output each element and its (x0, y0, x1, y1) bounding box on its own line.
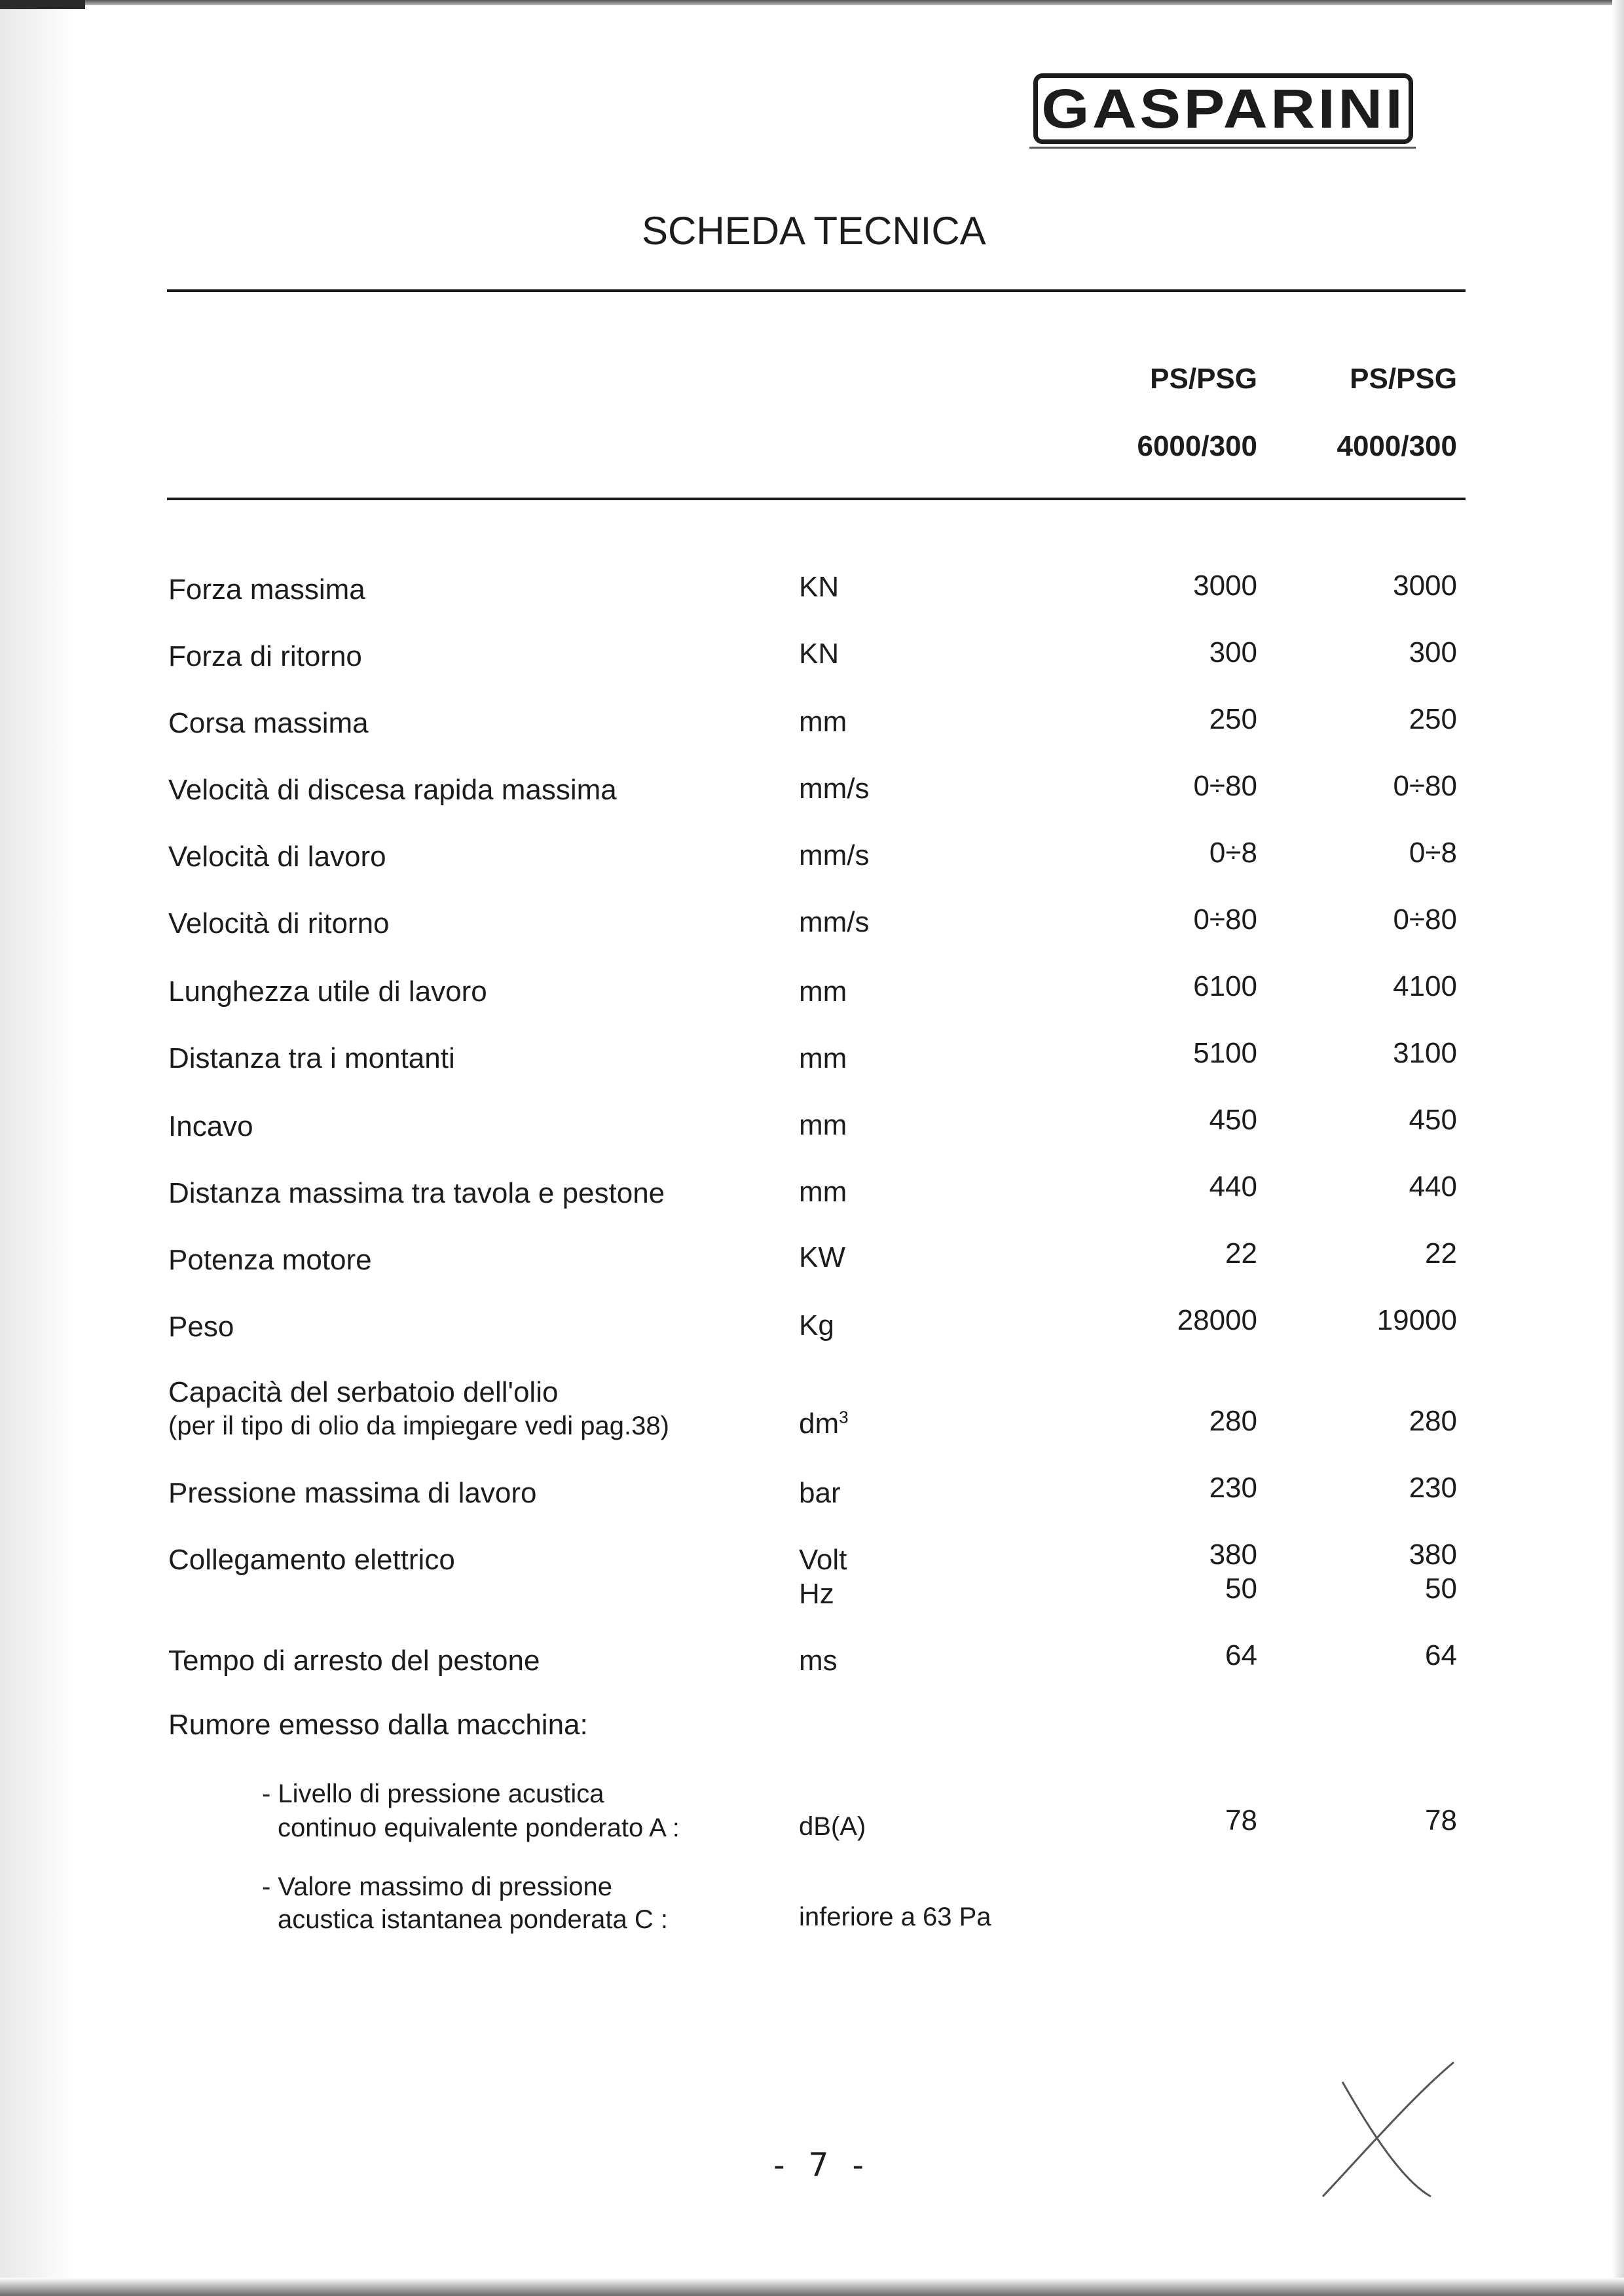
pressure-value-model-2: 230 (1409, 1472, 1457, 1504)
spec-label: Lunghezza utile di lavoro (168, 975, 487, 1008)
spec-value-model-1: 0÷80 (1193, 903, 1257, 936)
column-header-model-1-line2: 6000/300 (1137, 430, 1257, 462)
spec-value-model-1: 440 (1209, 1171, 1257, 1203)
scan-edge-bottom (0, 2278, 1624, 2296)
stop-time-unit: ms (799, 1645, 838, 1677)
column-header-model-1-line1: PS/PSG (1150, 363, 1257, 395)
spec-label: Incavo (168, 1110, 253, 1142)
spec-label: Distanza massima tra tavola e pestone (168, 1177, 665, 1209)
noise-item-2-line-2: acustica istantanea ponderata C : (278, 1905, 668, 1934)
title-divider (167, 289, 1466, 292)
spec-label: Forza massima (168, 574, 365, 606)
spec-value-model-1: 22 (1225, 1237, 1257, 1269)
spec-value-model-2: 300 (1409, 636, 1457, 668)
oil-capacity-value-model-1: 280 (1209, 1405, 1257, 1437)
stop-time-value-model-2: 64 (1425, 1639, 1457, 1671)
scan-edge-top (0, 0, 1624, 5)
electric-unit-volt: Volt (799, 1544, 847, 1576)
column-header-model-2-line2: 4000/300 (1337, 430, 1457, 462)
stop-time-value-model-1: 64 (1225, 1639, 1257, 1671)
spec-value-model-1: 6100 (1193, 970, 1257, 1002)
logo-underline (1029, 147, 1416, 149)
spec-value-model-2: 250 (1409, 703, 1457, 735)
page-number: - 7 - (769, 2146, 868, 2184)
oil-capacity-unit: $dm^3$ (799, 1407, 849, 1440)
spec-unit: mm (799, 706, 847, 738)
spec-value-model-2: 22 (1425, 1237, 1457, 1269)
spec-value-model-1: 450 (1209, 1104, 1257, 1136)
spec-value-model-2: 3100 (1393, 1037, 1457, 1069)
spec-value-model-2: 3000 (1393, 570, 1457, 602)
noise-item-1-value-model-1: 78 (1225, 1804, 1257, 1836)
spec-unit: KN (799, 638, 840, 670)
spec-value-model-2: 19000 (1376, 1304, 1457, 1336)
logo-text: GASPARINI (1041, 77, 1406, 139)
spec-label: Corsa massima (168, 707, 369, 739)
gasparini-logo (1033, 73, 1413, 144)
spec-unit: mm (799, 1042, 847, 1074)
spec-label: Potenza motore (168, 1244, 372, 1276)
stop-time-label: Tempo di arresto del pestone (168, 1645, 540, 1677)
spec-unit: KN (799, 571, 840, 603)
oil-capacity-label: Capacità del serbatoio dell'olio (168, 1376, 559, 1408)
noise-item-1-line-2: continuo equivalente ponderato A : (278, 1813, 680, 1842)
electric-hz-model-2: 50 (1425, 1573, 1457, 1605)
handwritten-x-mark (1310, 2049, 1467, 2206)
electric-unit-hz: Hz (799, 1578, 834, 1610)
noise-item-1-unit: dB(A) (799, 1812, 866, 1841)
noise-label: Rumore emesso dalla macchina: (168, 1709, 588, 1741)
pressure-value-model-1: 230 (1209, 1472, 1257, 1504)
spec-value-model-1: 3000 (1193, 570, 1257, 602)
spec-label: Peso (168, 1311, 234, 1343)
spec-unit: mm/s (799, 906, 870, 938)
spec-value-model-1: 28000 (1177, 1304, 1257, 1336)
spec-value-model-1: 250 (1209, 703, 1257, 735)
pressure-unit: bar (799, 1477, 841, 1509)
noise-item-1-line-1: - Livello di pressione acustica (262, 1779, 604, 1808)
column-header-model-2-line1: PS/PSG (1350, 363, 1457, 395)
electric-volt-model-1: 380 (1209, 1539, 1257, 1571)
electric-volt-model-2: 380 (1409, 1539, 1457, 1571)
spec-unit: Kg (799, 1309, 834, 1341)
spec-value-model-1: 0÷80 (1193, 770, 1257, 802)
spec-unit: mm (799, 975, 847, 1008)
noise-item-2-line-1: - Valore massimo di pressione (262, 1872, 613, 1901)
scan-shadow-left (0, 0, 73, 2296)
spec-value-model-2: 440 (1409, 1171, 1457, 1203)
noise-item-2-unit: inferiore a 63 Pa (799, 1903, 991, 1931)
electric-label: Collegamento elettrico (168, 1544, 455, 1576)
scan-edge-right (1612, 0, 1624, 2296)
header-divider (167, 498, 1466, 500)
spec-value-model-1: 0÷8 (1209, 837, 1257, 869)
spec-label: Forza di ritorno (168, 640, 362, 672)
spec-label: Velocità di discesa rapida massima (168, 774, 617, 806)
pressure-label: Pressione massima di lavoro (168, 1477, 537, 1509)
spec-unit: mm (799, 1109, 847, 1141)
spec-unit: mm/s (799, 839, 870, 871)
spec-label: Distanza tra i montanti (168, 1042, 455, 1074)
noise-item-1-value-model-2: 78 (1425, 1804, 1457, 1836)
spec-unit: mm (799, 1176, 847, 1208)
spec-value-model-2: 0÷8 (1409, 837, 1457, 869)
oil-capacity-note: (per il tipo di olio da impiegare vedi pag.38) (168, 1412, 669, 1440)
spec-label: Velocità di lavoro (168, 841, 386, 873)
spec-value-model-2: 450 (1409, 1104, 1457, 1136)
spec-value-model-2: 0÷80 (1393, 903, 1457, 936)
spec-value-model-1: 5100 (1193, 1037, 1257, 1069)
page-title: SCHEDA TECNICA (642, 209, 986, 253)
spec-value-model-1: 300 (1209, 636, 1257, 668)
electric-hz-model-1: 50 (1225, 1573, 1257, 1605)
spec-unit: KW (799, 1241, 845, 1273)
scan-edge-corner (0, 0, 85, 9)
spec-value-model-2: 0÷80 (1393, 770, 1457, 802)
spec-unit: mm/s (799, 773, 870, 805)
spec-value-model-2: 4100 (1393, 970, 1457, 1002)
oil-capacity-value-model-2: 280 (1409, 1405, 1457, 1437)
spec-label: Velocità di ritorno (168, 907, 390, 939)
